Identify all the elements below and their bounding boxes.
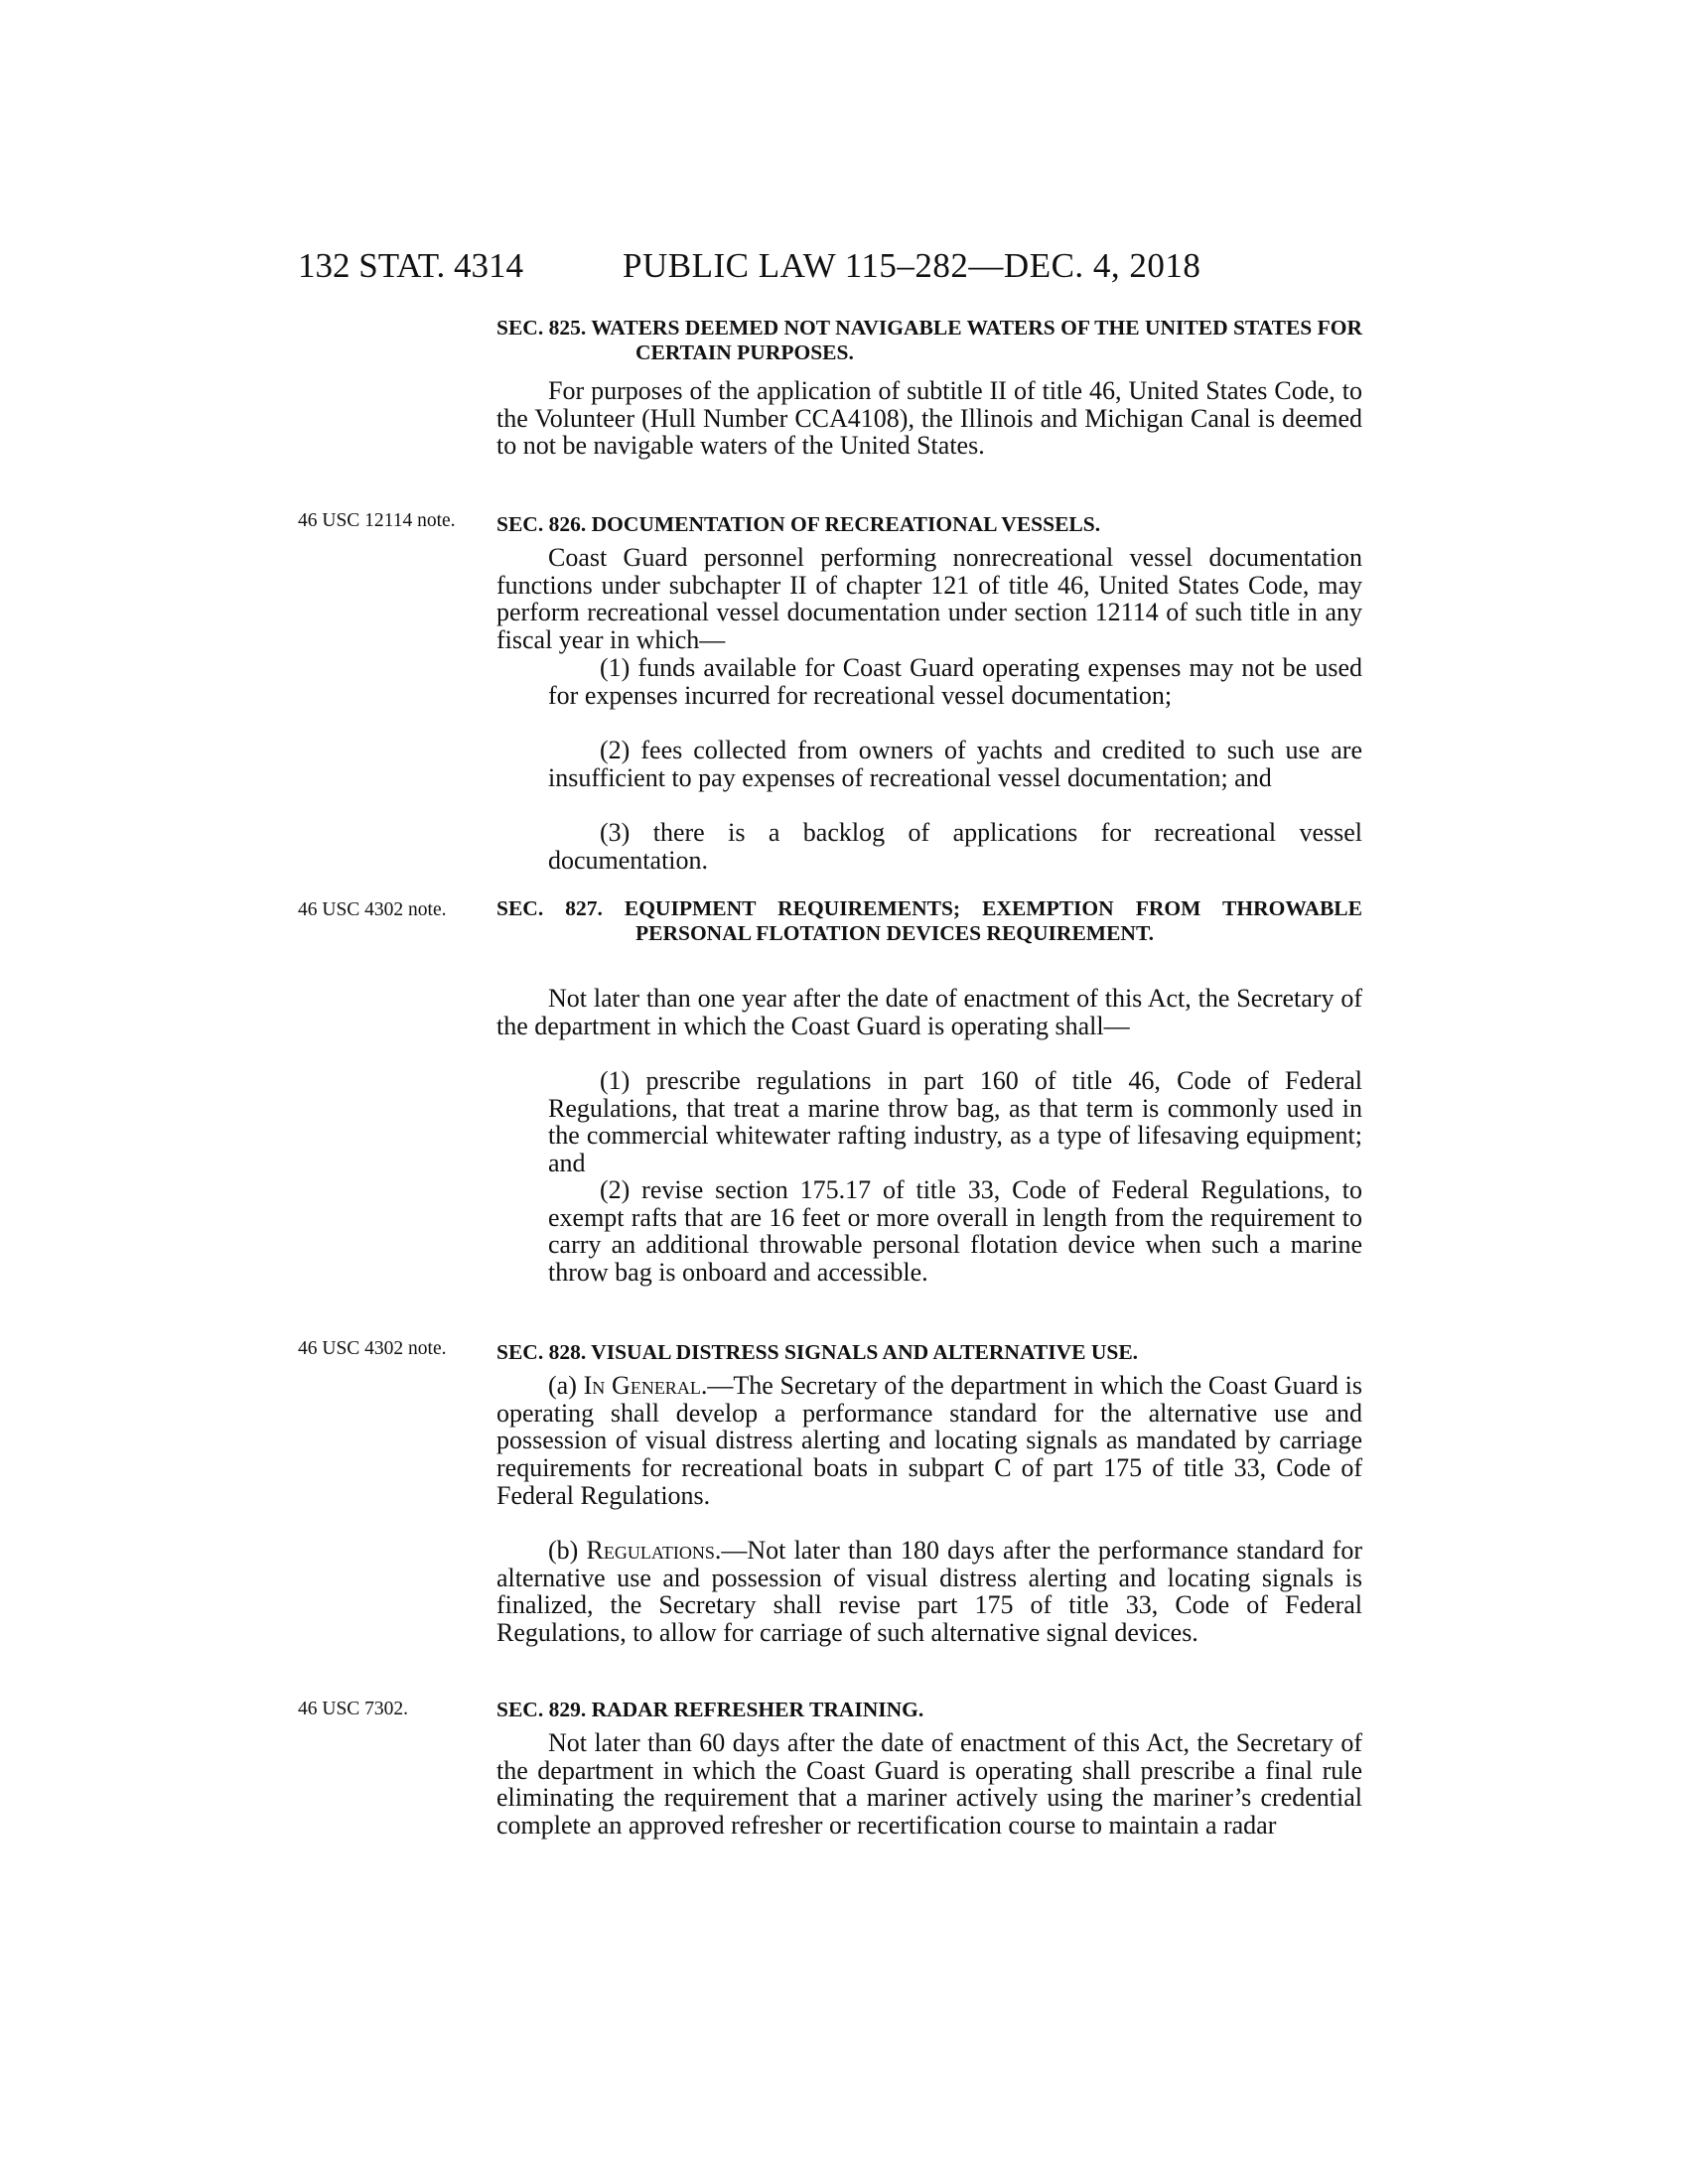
section-829-margin-note: 46 USC 7302. [298,1699,409,1719]
section-826-item-2: (2) fees collected from owners of yachts and credited to such use are insufficient to pay expenses of recreational vessel documentation; and [548,736,1362,792]
subsection-b-label: (b) [548,1536,587,1565]
stat-page-reference: 132 STAT. 4314 [298,246,523,285]
section-827-heading: SEC. 827. EQUIPMENT REQUIREMENTS; EXEMPTION FROM THROWABLE PERSONAL FLOTATION DEVICES REQUIREMENT. [496,896,1362,945]
subsection-b-text: .—Not later than 180 days after the performance standard for alternative use and possession of visual distress alerting and locating signals is finalized, the Secretary shall revise part 175 of title 33, Code of Federal Regulations, to allow for carriage of such alternative signal devices. [496,1536,1362,1648]
section-826-body: Coast Guard personnel performing nonrecreational vessel documentation functions under subchapter II of chapter 121 of title 46, United States Code, may perform recreational vessel documentation under section 12114 of such title in any fiscal year in which— [496,543,1362,655]
section-826-item-3: (3) there is a backlog of applications for recreational vessel documentation. [548,818,1362,875]
section-828-subsection-b [496,1537,1362,1647]
section-828-margin-note: 46 USC 4302 note. [298,1338,447,1359]
subsection-b-caption: Regulations [586,1536,715,1565]
public-law-title: PUBLIC LAW 115–282—DEC. 4, 2018 [623,246,1201,285]
section-826-heading: SEC. 826. DOCUMENTATION OF RECREATIONAL VESSELS. [496,512,1101,536]
subsection-a-caption: In General [583,1371,701,1400]
section-825-body: For purposes of the application of subtitle II of title 46, United States Code, to the Volunteer (Hull Number CCA4108), the Illinois and Michigan Canal is deemed to not be navigable waters of the United States. [496,376,1362,461]
section-827-item-2: (2) revise section 175.17 of title 33, Code of Federal Regulations, to exempt rafts that are 16 feet or more overall in length from the requirement to carry an additional throwable personal flotation device when such a marine throw bag is onboard and accessible. [548,1175,1362,1288]
section-827-body: Not later than one year after the date of enactment of this Act, the Secretary of the department in which the Coast Guard is operating shall— [496,984,1362,1040]
section-828-heading: SEC. 828. VISUAL DISTRESS SIGNALS AND ALTERNATIVE USE. [496,1340,1139,1364]
section-825-heading: SEC. 825. WATERS DEEMED NOT NAVIGABLE WATERS OF THE UNITED STATES FOR CERTAIN PURPOSES. [496,316,1362,364]
section-827-item-1: (1) prescribe regulations in part 160 of title 46, Code of Federal Regulations, that treat a marine throw bag, as that term is commonly used in the commercial whitewater rafting industry, as a type of lifesaving equipment; and [548,1066,1362,1178]
section-828-subsection-a [496,1372,1362,1510]
page-header [298,246,1390,296]
section-829-body: Not later than 60 days after the date of enactment of this Act, the Secretary of the department in which the Coast Guard is operating shall prescribe a final rule eliminating the requirement that a mariner actively using the mariner’s credential complete an approved refresher or recertification course to maintain a radar [496,1728,1362,1841]
section-826-margin-note: 46 USC 12114 note. [298,510,456,531]
subsection-a-label: (a) [548,1371,584,1400]
section-829-heading: SEC. 829. RADAR REFRESHER TRAINING. [496,1698,924,1721]
section-827-margin-note: 46 USC 4302 note. [298,899,447,920]
subsection-a-text: .—The Secretary of the department in which the Coast Guard is operating shall develop a performance standard for the alternative use and possession of visual distress alerting and locating signals as mandated by carriage requirements for recreational boats in subpart C of part 175 of title 33, Code of Federal Regulations. [496,1371,1362,1510]
section-826-item-1: (1) funds available for Coast Guard operating expenses may not be used for expenses incurred for recreational vessel documentation; [548,653,1362,710]
